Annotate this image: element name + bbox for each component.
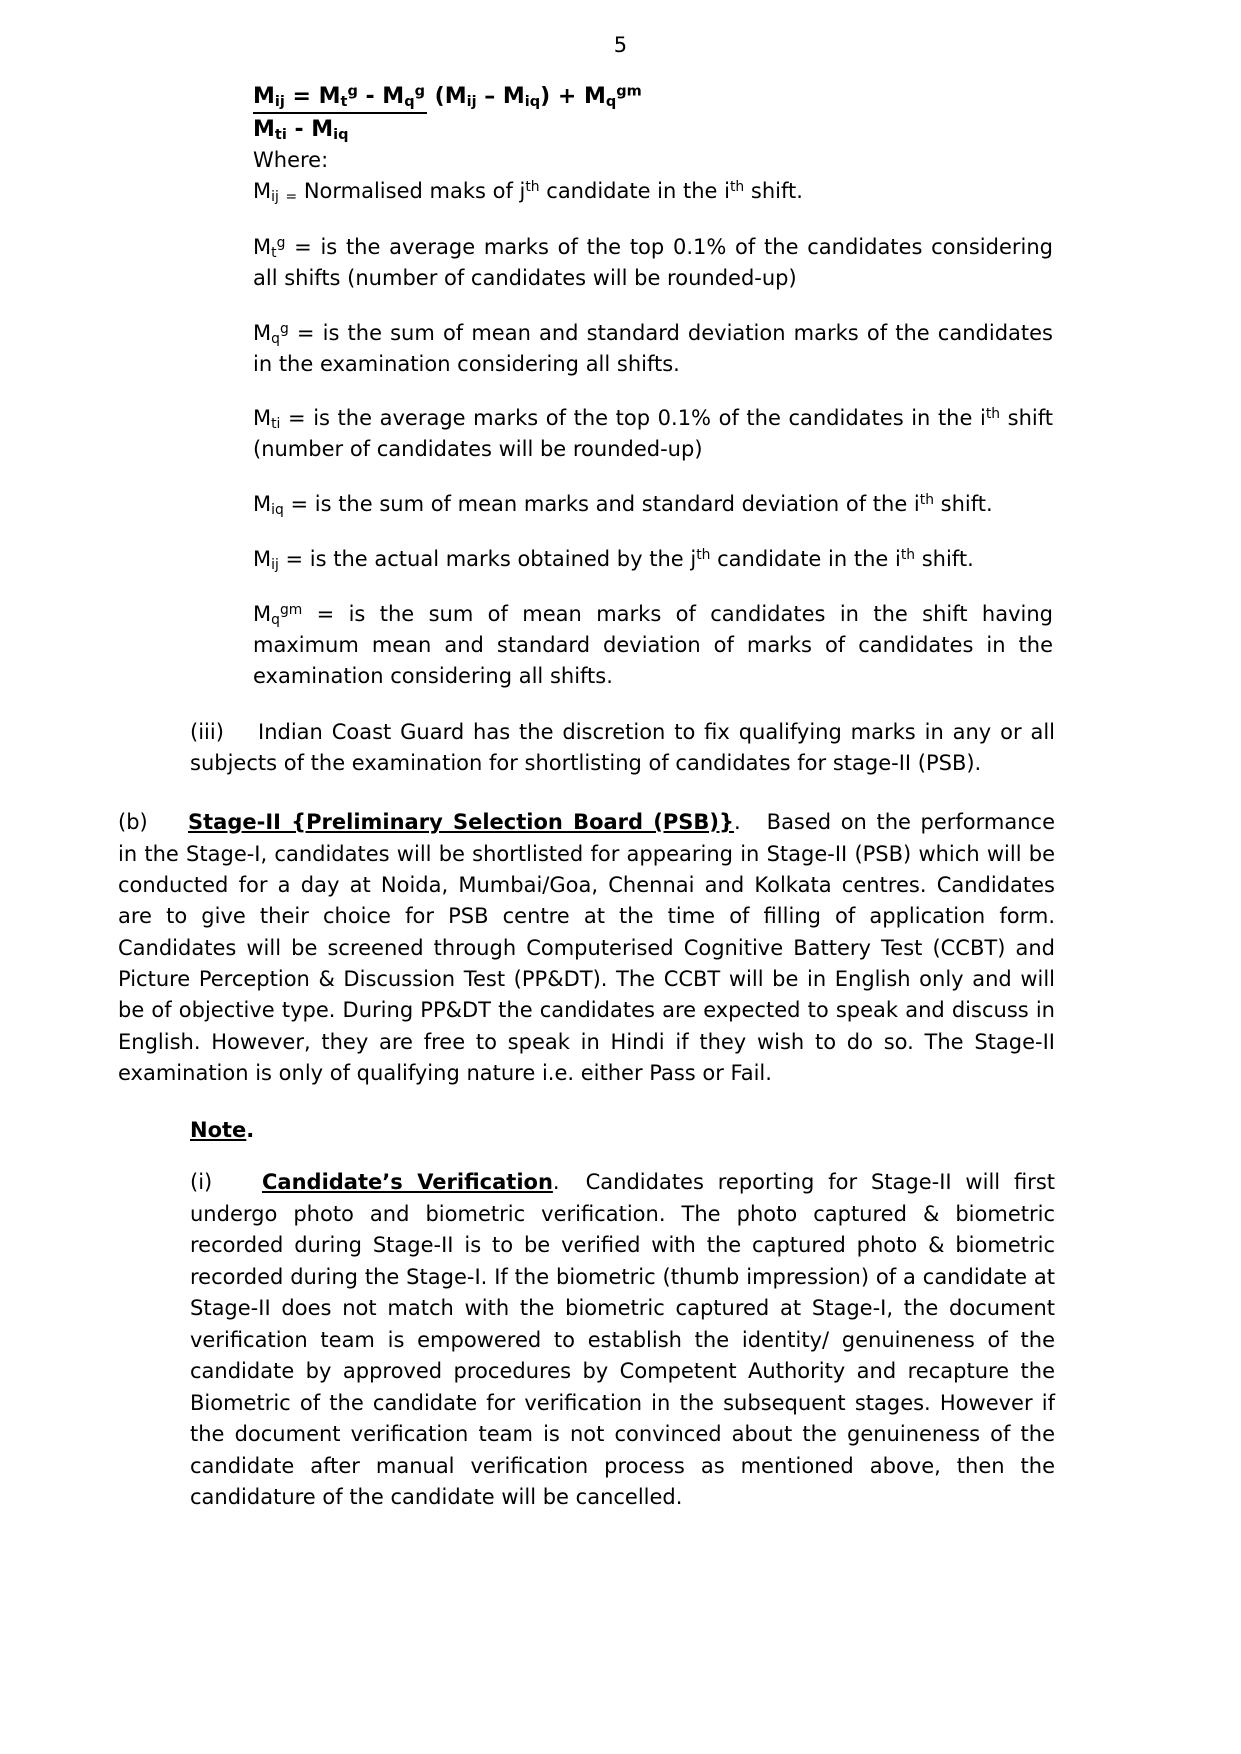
definitions-block bbox=[253, 145, 1053, 691]
formula-denominator: $M_{ti} - M_{iq}$ bbox=[253, 116, 349, 143]
definition-mij-actual bbox=[253, 544, 1053, 575]
page-number: 5 bbox=[613, 33, 628, 57]
definition-symbol: $M_q^g$ bbox=[253, 320, 289, 347]
clause-iii bbox=[190, 717, 1055, 779]
note-item-heading: Candidate’s Verification bbox=[262, 1170, 553, 1195]
definition-symbol: $M_{ij}$ $_=$ bbox=[253, 178, 298, 205]
definition-text: = is the average marks of the top 0.1% of the candidates in the $i^{th}$ shift (number of candidates will be rounded-up) bbox=[253, 406, 1053, 462]
definition-text: = is the sum of mean and standard deviation marks of the candidates in the examination considering all shifts. bbox=[253, 320, 1053, 376]
section-body-text: Based on the performance in the Stage-I, candidates will be shortlisted for appearing in Stage-II (PSB) which will be conducted for a day at Noida, Mumbai/Goa, Chennai and Kolkata centres. Candidates are to give their choice for PSB centre at the time of filling of application form. Candidates will be screened through Computerised Cognitive Battery Test (CCBT) and Picture Perception & Discussion Test (PP&DT). The CCBT will be in English only and will be of objective type. During PP&DT the candidates are expected to speak and discuss in English. However, they are free to speak in Hindi if they wish to do so. The Stage-II examination is only of qualifying nature i.e. either Pass or Fail. bbox=[118, 810, 1055, 1086]
definition-mti bbox=[253, 403, 1053, 465]
definition-miq bbox=[253, 489, 1053, 520]
note-item-marker: (i) bbox=[190, 1170, 213, 1195]
definition-symbol: $M_q^{gm}$ bbox=[253, 601, 303, 628]
note-heading bbox=[190, 1116, 1123, 1145]
definition-symbol: $M_t^g$ bbox=[253, 234, 286, 262]
definition-mij-normalised bbox=[253, 176, 1053, 206]
section-b-stage-two bbox=[118, 807, 1055, 1090]
definition-text: = is the actual marks obtained by the $j^{th}$ candidate in the $i^{th}$ shift. bbox=[285, 546, 974, 571]
note-label: Note bbox=[190, 1117, 247, 1142]
definition-symbol: $M_{ij}$ bbox=[253, 546, 279, 574]
clause-text: Indian Coast Guard has the discretion to fix qualifying marks in any or all subjects of the examination for shortlisting of candidates for stage-II (PSB). bbox=[190, 720, 1055, 776]
definition-text: Normalised maks of $j^{th}$ candidate in the $i^{th}$ shift. bbox=[303, 178, 803, 203]
section-heading: Stage-II {Preliminary Selection Board (PSB)} bbox=[188, 810, 734, 835]
clause-marker: (iii) bbox=[190, 720, 224, 745]
section-heading-period: . bbox=[733, 810, 741, 835]
definition-symbol: $M_{ti}$ bbox=[253, 406, 281, 433]
definition-text: = is the sum of mean marks and standard deviation of the $i^{th}$ shift. bbox=[290, 491, 993, 517]
section-marker: (b) bbox=[118, 810, 148, 835]
definition-text: = is the sum of mean marks of candidates in the shift having maximum mean and standard deviation of marks of candidates in the examination considering all shifts. bbox=[253, 601, 1053, 688]
definition-mt-g bbox=[253, 232, 1053, 294]
note-item-text: Candidates reporting for Stage-II will first undergo photo and biometric verification. The photo captured & biometric recorded during Stage-II is to be verified with the captured photo & biometric recorded during the Stage-I. If the biometric (thumb impression) of a candidate at Stage-II does not match with the biometric captured at Stage-I, the document verification team is empowered to establish the identity/ genuineness of the candidate by approved procedures by Competent Authority and recapture the Biometric of the candidate for verification in the subsequent stages. However if the document verification team is not convinced about the genuineness of the candidate after manual verification process as mentioned above, then the candidature of the candidate will be cancelled. bbox=[190, 1170, 1055, 1510]
formula-numerator: $M_{ij} = M_t^g - M_q^g$ bbox=[253, 83, 427, 114]
formula-line-top bbox=[253, 83, 1123, 114]
note-item-heading-period: . bbox=[552, 1170, 560, 1195]
definition-symbol: $M_{iq}$ bbox=[253, 492, 284, 519]
normalisation-formula bbox=[253, 83, 1123, 143]
definition-text: = is the average marks of the top 0.1% of the candidates considering all shifts (number of candidates will be rounded-up) bbox=[253, 234, 1053, 290]
formula-remainder: $(M_{ij} - M_{iq}) + M_q^{gm}$ bbox=[434, 83, 642, 111]
where-label: Where: bbox=[253, 148, 329, 173]
note-item-candidate-verification bbox=[190, 1167, 1055, 1514]
definition-mq-g bbox=[253, 318, 1053, 380]
note-label-period: . bbox=[246, 1117, 255, 1142]
definition-mq-gm bbox=[253, 599, 1053, 692]
